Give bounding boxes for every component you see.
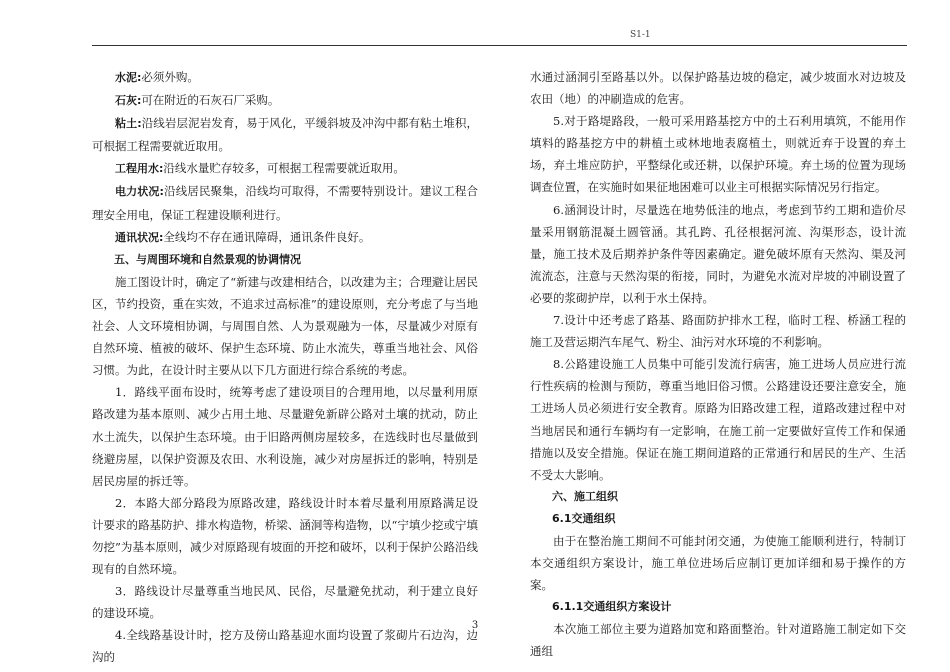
- section5-item-2: 2．本路大部分路段为原路改建，路线设计时本着尽量利用原路满足设计要求的路基防护、排水构造物，桥梁、涵洞等构造物，以“宁填少挖或宁填勿挖”为基本原则，减少对原路现有坡面的开挖和破坏，以利于保护公路沿线现有的自然环境。: [92, 495, 478, 577]
- text-clay: 沿线岩层泥岩发育，易于风化，平缓斜坡及冲沟中都有粘土堆积，可根据工程需要就近取用。: [92, 116, 478, 154]
- text-cement: 必须外购。: [141, 70, 199, 84]
- label-power: 电力状况:: [115, 185, 164, 199]
- section6-1-title: 6.1交通组织: [552, 511, 616, 525]
- text-lime: 可在附近的石灰石厂采购。: [141, 93, 280, 108]
- left-column: [92, 66, 478, 669]
- text-comm: 全线均不存在通讯障碍，通讯条件良好。: [163, 229, 371, 244]
- label-comm: 通讯状况:: [115, 230, 164, 244]
- page-number: 3: [471, 620, 479, 631]
- material-cement: [92, 66, 478, 89]
- material-comm: [92, 226, 478, 249]
- label-water: 工程用水:: [115, 162, 164, 176]
- section5-intro: 施工图设计时，确定了“新建与改建相结合，以改建为主；合理避让居民区，节约投资，重在实效，不追求过高标准”的建设原则，充分考虑了与当地社会、人文环境相协调，与周围自然、人为景观融为一体，尽量减少对原有自然环境、植被的破坏、保护生态环境、防止水流失，尊重当地社会、风俗习惯。为此，在设计时主要从以下几方面进行综合系统的考虑。: [92, 274, 478, 378]
- header-rule: [92, 45, 907, 46]
- section5-item-1: 1．路线平面布设时，统筹考虑了建设项目的合理用地，以尽量利用原路改建为基本原则、减少占用土地、尽量避免新辟公路对土壤的扰动，防止水土流失，以保护生态环境。由于旧路两侧房屋较多，在选线时也尽量做到绕避房屋，以保护资源及农田、水利设施，减少对房屋拆迁的影响，特别是居民房屋的拆迁等。: [92, 385, 478, 488]
- text-power: 沿线居民聚集，沿线均可取得，不需要特别设计。建议工程合理安全用电，保证工程建设顺利进行。: [92, 184, 478, 222]
- section5-item-6: 6.涵洞设计时，尽量选在地势低洼的地点，考虑到节约工期和造价尽量采用钢筋混凝土圆管涵。其孔跨、孔径根据河流、沟渠形态，设计流量，施工技术及后期养护条件等因素确定。避免破坏原有天然沟、渠及河流流态，注意与天然沟渠的衔接，同时，为避免水流对岸坡的冲刷设置了必要的浆砌护岸，以利于水土保持。: [530, 202, 906, 305]
- right-column: [530, 66, 906, 663]
- section5-item-5: 5.对于路堤路段，一般可采用路基挖方中的土石利用填筑，不能用作填料的路基挖方中的耕植土或林地地表腐植土，则就近弃于设置的弃土场，弃土堆应防护，平整绿化或还耕，以保护环境。弃土场的位置为现场调查位置，在实施时如果征地困难可以业主可根据实际情况另行指定。: [530, 114, 906, 195]
- material-power: [92, 180, 478, 225]
- label-clay: 粘土:: [115, 117, 142, 131]
- section5-item-4: 4.全线路基设计时，挖方及傍山路基迎水面均设置了浆砌片石边沟，边沟的: [92, 628, 478, 665]
- label-lime: 石灰:: [115, 94, 142, 108]
- header-code: S1-1: [630, 30, 651, 40]
- section5-item-8: 8.公路建设施工人员集中可能引发流行病害，施工进场人员应进行流行性疾病的检测与预防，尊重当地旧俗习惯。公路建设还要注意安全，施工进场人员必须进行安全教育。原路为旧路改建工程，道路改建过程中对当地居民和通行车辆均有一定影响，在施工前一定要做好宣传工作和保通措施以及安全措施。保证在施工期间道路的正常通行和居民的生产、生活不受太大影响。: [530, 357, 906, 482]
- section6-title: 六、施工组织: [552, 489, 618, 503]
- section5-item-4-cont: 水通过涵洞引至路基以外。以保护路基边坡的稳定，减少坡面水对边坡及农田（地）的冲刷造成的危害。: [530, 70, 906, 107]
- label-cement: 水泥:: [115, 71, 142, 84]
- section5-item-3: 3．路线设计尽量尊重当地民风、民俗，尽量避免扰动，利于建立良好的建设环境。: [92, 584, 478, 621]
- section6-1-text: 由于在整治施工期间不可能封闭交通，为使施工能顺利进行，特制订本交通组织方案设计，施工单位进场后应制订更加详细和易于操作的方案。: [530, 533, 906, 593]
- section6-1-1-text: 本次施工部位主要为道路加宽和路面整治。针对道路施工制定如下交通组: [530, 622, 906, 659]
- section5-item-7: 7.设计中还考虑了路基、路面防护排水工程，临时工程、桥涵工程的施工及营运期汽车尾气、粉尘、油污对水环境的不利影响。: [530, 313, 906, 350]
- material-water: [92, 157, 478, 180]
- section5-title: 五、与周围环境和自然景观的协调情况: [114, 252, 301, 266]
- material-clay: [92, 112, 478, 157]
- section6-1-1-title: 6.1.1交通组织方案设计: [552, 600, 672, 614]
- material-lime: [92, 89, 478, 112]
- text-water: 沿线水量贮存较多，可根据工程需要就近取用。: [163, 161, 405, 176]
